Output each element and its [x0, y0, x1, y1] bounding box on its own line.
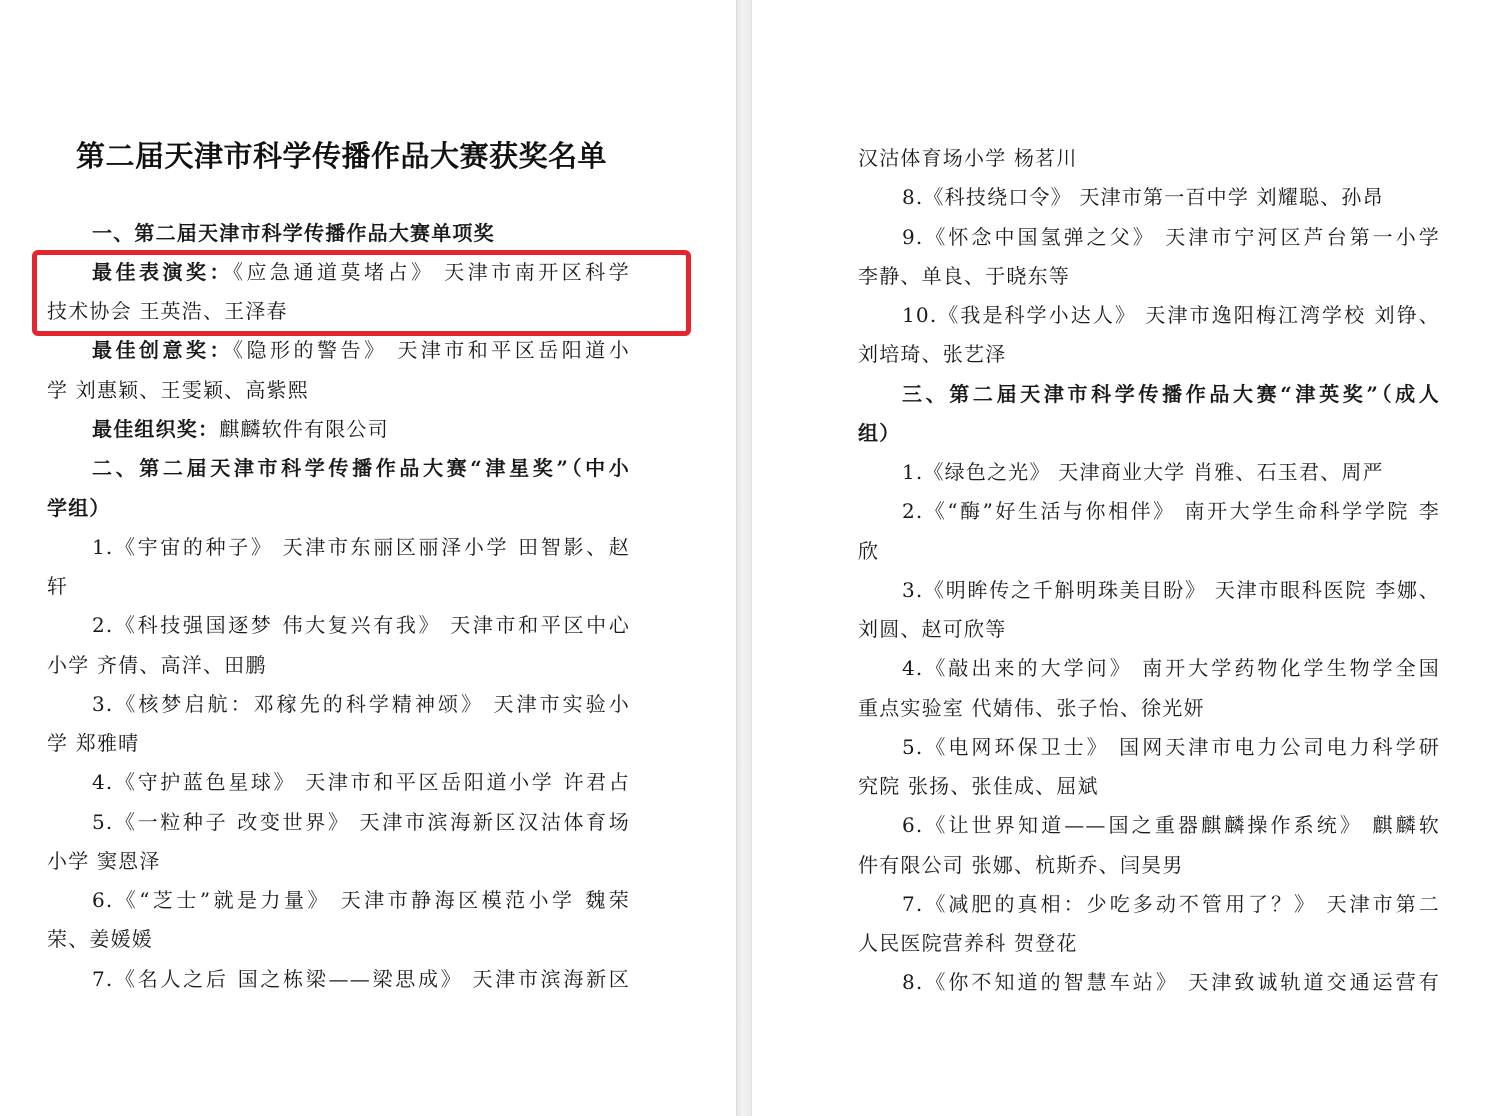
list-item: 8.《你不知道的智慧车站》 天津致诚轨道交通运营有 — [902, 970, 1440, 994]
award-best-performance-line1 — [92, 259, 630, 285]
list-item-continued: 重点实验室 代婧伟、张子怡、徐光妍 — [858, 696, 1205, 720]
list-item-continued: 件有限公司 张娜、杭斯乔、闫昊男 — [858, 853, 1184, 877]
award-best-creative-line1 — [92, 337, 630, 363]
list-item: 7.《名人之后 国之栋梁——梁思成》 天津市滨海新区 — [92, 967, 630, 991]
list-item: 5.《一粒种子 改变世界》 天津市滨海新区汉沽体育场 — [92, 810, 630, 834]
list-item: 4.《敲出来的大学问》 南开大学药物化学生物学全国 — [902, 656, 1440, 680]
award-best-creative-line2: 学 刘惠颖、王雯颖、高紫熙 — [47, 378, 309, 402]
award-text: 麒麟软件有限公司 — [219, 417, 389, 441]
award-best-performance-line2: 技术协会 王英浩、王泽春 — [47, 299, 288, 323]
list-item-continued: 小学 窦恩泽 — [47, 849, 161, 873]
list-item-continued: 学 郑雅晴 — [47, 731, 140, 755]
list-item: 5.《电网环保卫士》 国网天津市电力公司电力科学研 — [902, 735, 1440, 759]
list-item: 1.《绿色之光》 天津商业大学 肖雅、石玉君、周严 — [902, 460, 1384, 484]
section-heading-jinxing-line2: 学组） — [47, 496, 111, 520]
document-page-right — [752, 0, 1488, 1116]
list-item: 9.《怀念中国氢弹之父》 天津市宁河区芦台第一小学 — [902, 225, 1440, 249]
award-label: 最佳组织奖： — [92, 417, 220, 441]
section-heading-jinxing-line1: 二、第二届天津市科学传播作品大赛“津星奖”（中小 — [92, 456, 630, 480]
award-text: 《隐形的警告》 天津市和平区岳阳道小 — [232, 338, 630, 362]
list-item-continued: 轩 — [47, 574, 69, 598]
list-item-continued: 人民医院营养科 贺登花 — [858, 931, 1078, 955]
award-label: 最佳表演奖： — [92, 260, 233, 284]
award-text: 《应急通道莫堵占》 天津市南开区科学 — [232, 260, 630, 284]
section-heading-jinying-line1: 三、第二届天津市科学传播作品大赛“津英奖”（成人 — [902, 382, 1440, 406]
section-heading-jinying-line2: 组） — [858, 421, 901, 445]
list-item-continued: 小学 齐倩、高洋、田鹏 — [47, 653, 267, 677]
award-label: 最佳创意奖： — [92, 338, 233, 362]
list-item-continued: 刘培琦、张艺泽 — [858, 342, 1007, 366]
section-heading-single-awards: 一、第二届天津市科学传播作品大赛单项奖 — [92, 221, 495, 245]
award-best-organization-line1 — [92, 416, 630, 442]
list-item: 3.《明眸传之千斛明珠美目盼》 天津市眼科医院 李娜、 — [902, 578, 1440, 602]
list-item: 4.《守护蓝色星球》 天津市和平区岳阳道小学 许君占 — [92, 770, 630, 794]
list-item: 2.《科技强国逐梦 伟大复兴有我》 天津市和平区中心 — [92, 613, 630, 637]
page-gutter — [736, 0, 752, 1116]
list-item-continued: 欣 — [858, 539, 880, 563]
document-title: 第二届天津市科学传播作品大赛获奖名单 — [76, 139, 608, 173]
list-item: 1.《宇宙的种子》 天津市东丽区丽泽小学 田智影、赵 — [92, 535, 630, 559]
list-item: 6.《让世界知道——国之重器麒麟操作系统》 麒麟软 — [902, 813, 1440, 837]
list-item-continued: 李静、单良、于晓东等 — [858, 264, 1070, 288]
list-item: 3.《核梦启航：邓稼先的科学精神颂》 天津市实验小 — [92, 692, 630, 716]
list-item-continued: 刘圆、赵可欣等 — [858, 617, 1007, 641]
list-item: 8.《科技绕口令》 天津市第一百中学 刘耀聪、孙昂 — [902, 185, 1384, 209]
list-item: 10.《我是科学小达人》 天津市逸阳梅江湾学校 刘铮、 — [902, 303, 1440, 327]
list-item: 6.《“芝士”就是力量》 天津市静海区模范小学 魏荣 — [92, 888, 630, 912]
list-item-continued: 究院 张扬、张佳成、屈斌 — [858, 774, 1099, 798]
list-item-continued: 荣、姜媛媛 — [47, 927, 153, 951]
list-item: 2.《“酶”好生活与你相伴》 南开大学生命科学学院 李 — [902, 499, 1440, 523]
list-item-continued: 汉沽体育场小学 杨茗川 — [858, 146, 1078, 170]
list-item: 7.《减肥的真相：少吃多动不管用了？》 天津市第二 — [902, 892, 1440, 916]
document-page-left — [0, 0, 736, 1116]
